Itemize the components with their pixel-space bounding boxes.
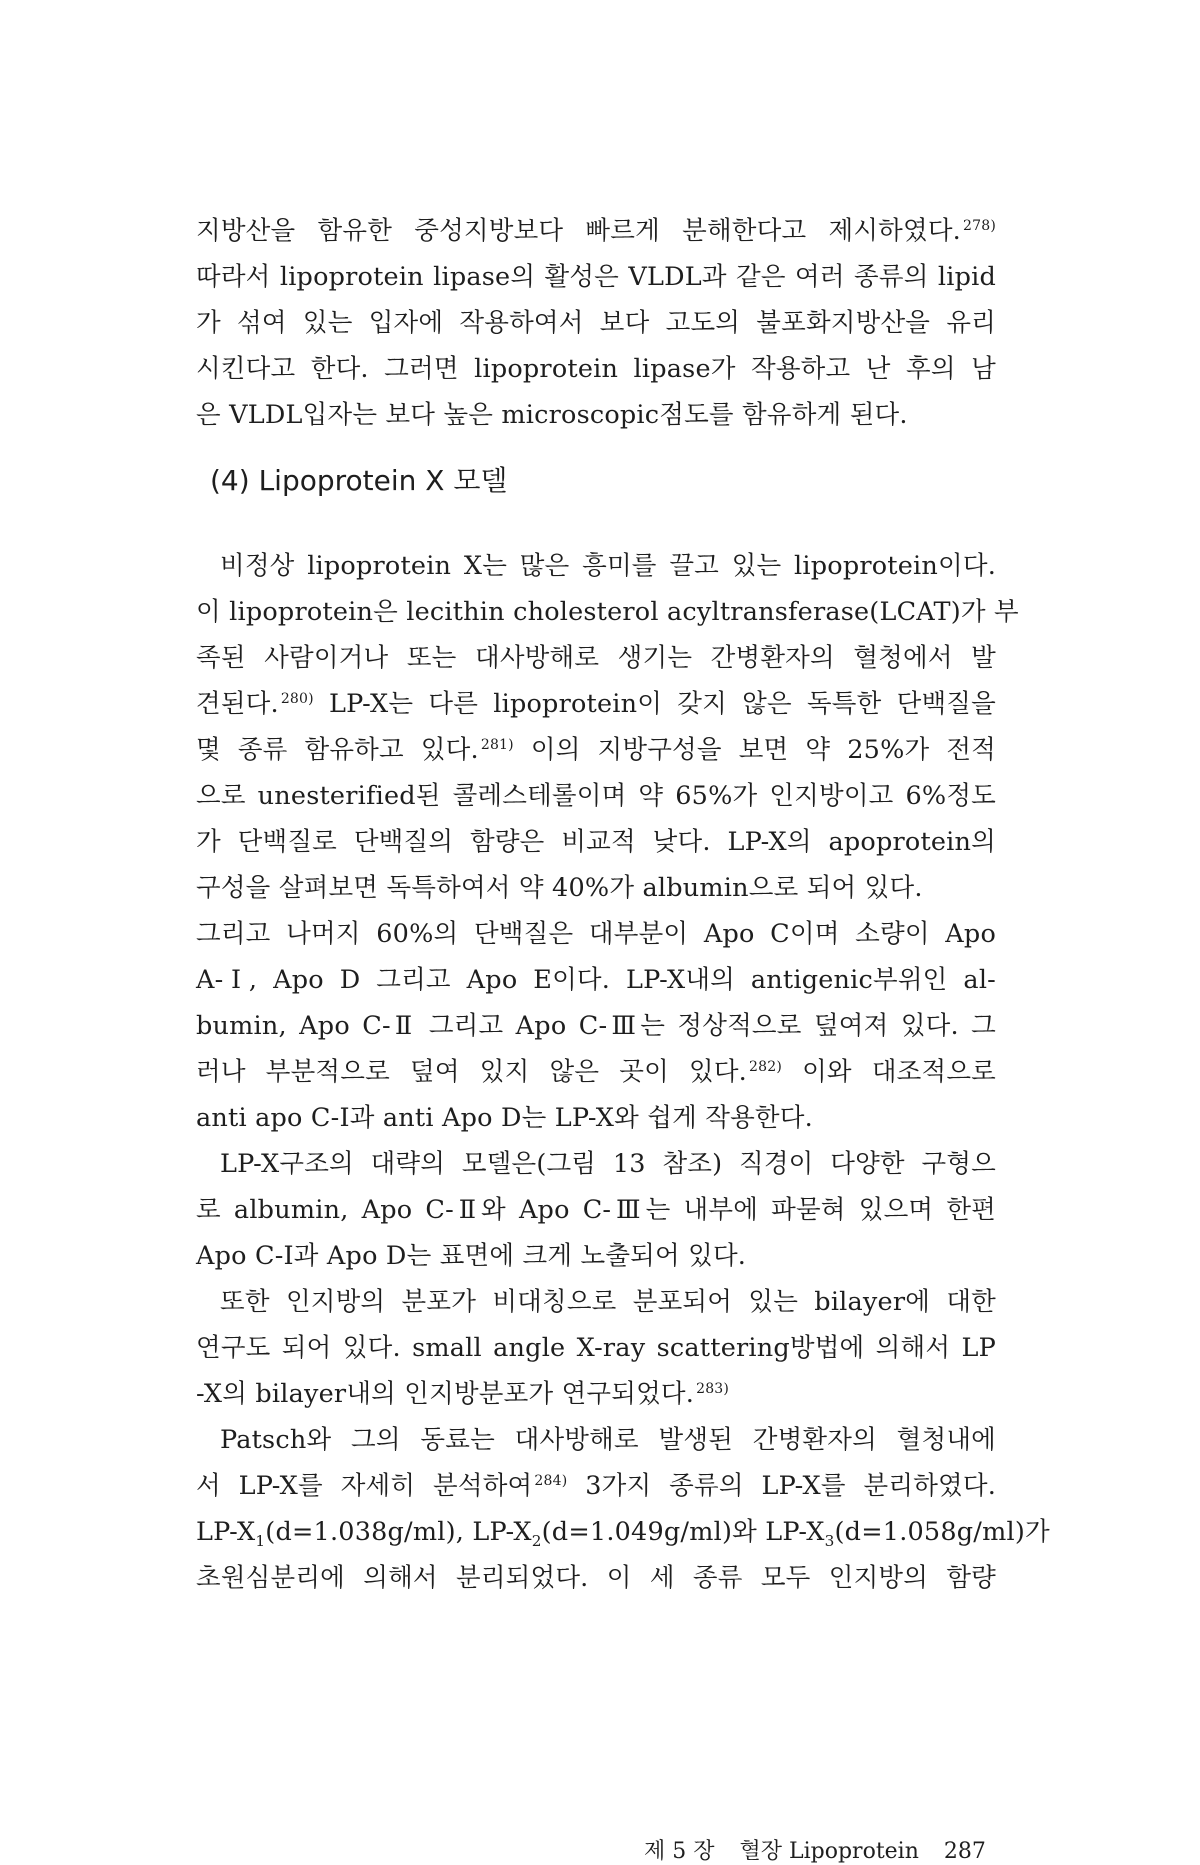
text-line: 초원심분리에 의해서 분리되었다. 이 세 종류 모두 인지방의 함량 [196, 1563, 996, 1593]
text-line: 비정상 lipoprotein X는 많은 흥미를 끌고 있는 lipoprotein이다. [220, 551, 996, 581]
page-footer [644, 1834, 986, 1865]
text-line: 가 단백질로 단백질의 함량은 비교적 낮다. LP-X의 apoprotein의 [196, 827, 996, 857]
reference-marker: 283) [696, 1380, 730, 1397]
text-line: 족된 사람이거나 또는 대사방해로 생기는 간병환자의 혈청에서 발 [196, 643, 996, 673]
text-line: 구성을 살펴보면 독특하여서 약 40%가 albumin으로 되어 있다. [196, 873, 923, 903]
page-number: 287 [943, 1839, 986, 1864]
text-line: 서 LP-X를 자세히 분석하여 $^{284)}$ 3가지 종류의 LP-X를 분리하였다. [196, 1471, 997, 1501]
text-line: 가 섞여 있는 입자에 작용하여서 보다 고도의 불포화지방산을 유리 [196, 308, 996, 338]
text-line: Apo C-Ⅰ과 Apo D는 표면에 크게 노출되어 있다. [196, 1241, 747, 1271]
reference-marker: 278) [962, 217, 996, 234]
text-line: LP-X구조의 대략의 모델은(그림 13 참조) 직경이 다양한 구형으 [220, 1149, 996, 1179]
footer-chapter: 제 5 장 [644, 1839, 715, 1864]
subscript: 2 [531, 1532, 542, 1551]
text-line: 시킨다고 한다. 그러면 lipoprotein lipase가 작용하고 난 후의 남 [196, 354, 996, 384]
text-line: 연구도 되어 있다. small angle X-ray scattering방법에 의해서 LP [196, 1333, 996, 1363]
text-line: Patsch와 그의 동료는 대사방해로 발생된 간병환자의 혈청내에 [220, 1425, 996, 1455]
text-line: 견된다. $^{280)}$ LP-X는 다른 lipoprotein이 갖지 않은 독특한 단백질을 [196, 689, 996, 719]
text-line: 몇 종류 함유하고 있다. $^{281)}$ 이의 지방구성을 보면 약 25%가 전적 [196, 735, 997, 765]
text-line: -X의 bilayer내의 인지방분포가 연구되었다. $^{283)}$ [196, 1379, 730, 1409]
reference-marker: 281) [480, 736, 514, 753]
text-line: 지방산을 함유한 중성지방보다 빠르게 분해한다고 제시하였다. $^{278)}$ [196, 216, 996, 246]
text-line: anti apo C-Ⅰ과 anti Apo D는 LP-X와 쉽게 작용한다. [196, 1103, 813, 1133]
reference-marker: 280) [280, 690, 314, 707]
text-line: $LP-X_1(d=1.038g/ml)$, $LP-X_2(d=1.049g/ml)$와 $LP-X_3(d=1.058g/ml)$가 [196, 1517, 1050, 1551]
text-line: 로 albumin, Apo C-Ⅱ와 Apo C-Ⅲ는 내부에 파묻혀 있으며 한편 [196, 1195, 996, 1225]
reference-marker: 284) [534, 1472, 568, 1489]
footer-title: 혈장 Lipoprotein [739, 1839, 919, 1864]
reference-marker: 282) [748, 1058, 782, 1075]
text-line: bumin, Apo C-Ⅱ 그리고 Apo C-Ⅲ는 정상적으로 덮여져 있다. 그 [196, 1011, 996, 1041]
subscript: 3 [824, 1532, 835, 1551]
text-line: 이 lipoprotein은 lecithin cholesterol acyltransferase(LCAT)가 부 [196, 597, 1019, 627]
text-line: A-Ⅰ, Apo D 그리고 Apo E이다. LP-X내의 antigenic부위인 al- [196, 965, 996, 995]
text-line: 러나 부분적으로 덮여 있지 않은 곳이 있다. $^{282)}$ 이와 대조적으로 [196, 1057, 997, 1087]
text-line: 그리고 나머지 60%의 단백질은 대부분이 Apo C이며 소량이 Apo [196, 919, 996, 949]
text-line: 으로 unesterified된 콜레스테롤이며 약 65%가 인지방이고 6%정도 [196, 781, 996, 811]
section-heading: (4) Lipoprotein X 모델 [210, 464, 508, 497]
subscript: 1 [255, 1532, 266, 1551]
main-body [196, 543, 1050, 1601]
text-line: 또한 인지방의 분포가 비대칭으로 분포되어 있는 bilayer에 대한 [220, 1287, 996, 1317]
top-paragraph [196, 208, 996, 438]
text-line: 따라서 lipoprotein lipase의 활성은 VLDL과 같은 여러 종류의 lipid [196, 262, 996, 292]
text-line: 은 VLDL입자는 보다 높은 microscopic점도를 함유하게 된다. [196, 400, 908, 430]
